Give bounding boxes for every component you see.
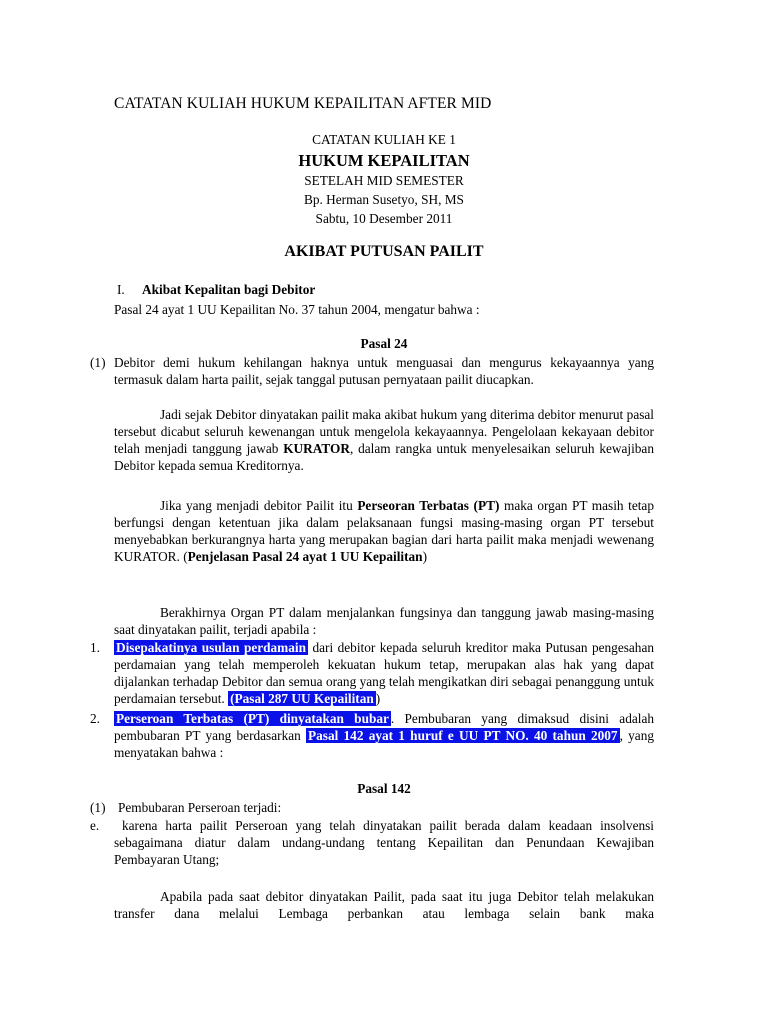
document-title: CATATAN KULIAH HUKUM KEPAILITAN AFTER MID [114,95,492,112]
list-2-number: 2. [90,711,100,726]
lecture-header-info [114,171,654,228]
paragraph-kurator [114,406,654,474]
paragraph-pt [114,497,654,565]
pasal-24-item-text: Debitor demi hukum kehilangan haknya untuk menguasai dan mengurus kekayaannya yang termasuk dalam harta pailit, sejak tanggal putusan pernyataan pailit diucapkan. [114,355,654,387]
pasal-24-heading: Pasal 24 [360,336,408,351]
pasal-142-sub-letter: e. [90,818,100,833]
lecture-header-title [114,150,654,172]
p2-text-e: ) [422,549,427,564]
list-2-highlight-1: Perseroan Terbatas (PT) dinyatakan bubar [116,711,389,726]
header-line-5: Sabtu, 10 Desember 2011 [315,211,453,226]
pasal-142-item-text: Pembubaran Perseroan terjadi: [118,800,282,815]
pasal-24-item-number: (1) [90,355,106,370]
p1-text-a: Jadi sejak Debitor dinyatakan pailit maka akibat hukum yang diterima debitor menurut pasal tersebut dicabut seluruh kewenangan untuk mengelola kekayaannya. Pengelolaan kekayaan debitor telah menjadi tanggung jawab [114,407,654,456]
list-1-end: ) [375,691,381,706]
header-line-1: CATATAN KULIAH KE 1 [312,132,456,147]
p2-text-c: maka organ PT masih tetap berfungsi dengan ketentuan jika dalam pelaksanaan fungsi masing-masing organ PT tersebut menyebabkan berkurangnya harta yang merupakan bagian dari harta pailit maka menjadi wewenang KURATOR. ( [114,498,654,564]
list-1-number: 1. [90,640,100,655]
list-2-highlight-2: Pasal 142 ayat 1 huruf e UU PT NO. 40 tahun 2007 [308,728,618,743]
paragraph-berakhirnya: Berakhirnya Organ PT dalam menjalankan fungsinya dan tanggung jawab masing-masing saat dinyatakan pailit, terjadi apabila : [114,605,654,637]
p2-text-a: Jika yang menjadi debitor Pailit itu [160,498,353,513]
section-title: AKIBAT PUTUSAN PAILIT [284,243,484,260]
header-line-4: Bp. Herman Susetyo, SH, MS [304,192,464,207]
list-2-end: , yang menyatakan bahwa : [114,728,654,760]
paragraph-apabila: Apabila pada saat debitor dinyatakan Pailit, pada saat itu juga Debitor telah melakukan transfer dana melalui Lembaga perbankan atau lembaga selain bank maka [114,889,654,921]
p2-pt: Perseoran Terbatas (PT) [357,498,500,513]
pasal-142-sub-text: karena harta pailit Perseroan yang telah dinyatakan pailit berada dalam keadaan insolvensi sebagaimana diatur dalam undang-undang tentang Kepailitan dan Penundaan Kewajiban Pembayaran Utang; [114,818,654,867]
list-1-highlight-2: (Pasal 287 UU Kepailitan [230,691,374,706]
list-1-highlight-1: Disepakatinya usulan perdamain [116,640,306,655]
p2-penjelasan: Penjelasan Pasal 24 ayat 1 UU Kepailitan [187,549,423,564]
list-1-body: dari debitor kepada seluruh kreditor maka Putusan pengesahan perdamaian yang telah memperoleh kekuatan hukum tetap, merupakan alas hak yang dapat dijalankan terhadap Debitor dan semua orang yang telah mengikatkan diri sebagai penanggung untuk perdamaian tersebut. [114,640,654,706]
list-2-body: . Pembubaran yang dimaksud disini adalah pembubaran PT yang berdasarkan [114,711,654,743]
lecture-header [114,131,654,148]
pasal-142-item-number: (1) [90,800,106,815]
p1-kurator: KURATOR [283,441,350,456]
list-1-text [114,639,654,707]
header-line-3: SETELAH MID SEMESTER [304,173,464,188]
p1-text-c: , dalam rangka untuk menyelesaikan seluruh kewajiban Debitor kepada semua Kreditornya. [114,441,654,473]
subsection-number: I. [117,282,125,297]
list-2-text [114,710,654,761]
subsection-title: Akibat Kepalitan bagi Debitor [142,282,316,297]
intro-text: Pasal 24 ayat 1 UU Kepailitan No. 37 tahun 2004, mengatur bahwa : [114,302,480,317]
pasal-142-heading: Pasal 142 [357,781,411,796]
header-line-2: HUKUM KEPAILITAN [298,151,470,170]
